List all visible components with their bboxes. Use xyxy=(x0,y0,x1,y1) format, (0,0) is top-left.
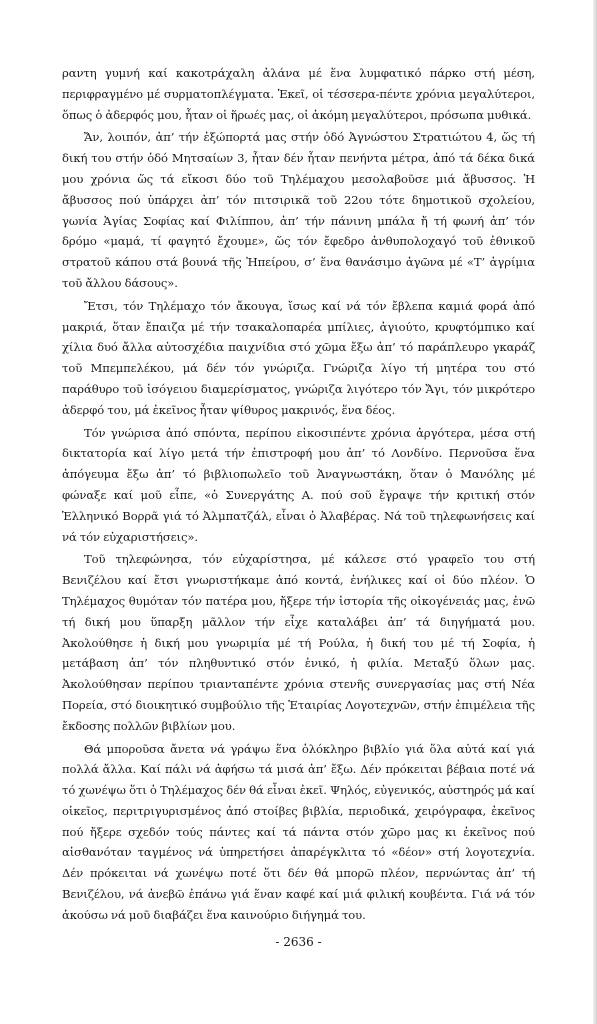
page-edge-shadow xyxy=(593,0,597,1024)
paragraph-2: Ἄν, λοιπόν, ἀπ’ τήν ἐξώπορτά μας στήν ὁδό Ἀγνώστου Στρατιώτου 4, ὥς τή δική του στήν ὁδό Μητσαίων 3, ἦταν δέν ἦταν πενήντα μέτρα, ἀπό τά δέκα δικά μου χρόνια ὥς τά εἴκοσι δύο τοῦ Τηλέμαχου μεσολαβοῦσε μιά ἄβυσσος. Ἡ ἄβυσσος πού ὑπάρχει ἀπ’ τόν πιτσιρικᾶ τοῦ 22ου τότε δημοτικοῦ σχολείου, γωνία Ἁγίας Σοφίας καί Φιλίππου, ἀπ’ τήν πάνινη μπάλα ἤ τή φωνή ἀπ’ τόν δρόμο «μαμά, τί φαγητό ἔχουμε», ὥς τόν ἔφεδρο ἀνθυπολοχαγό τοῦ ἐθνικοῦ στρατοῦ κάπου στά βουνά τῆς Ἠπείρου, σ’ ἕνα θανάσιμο ἀγῶνα μέ «Τ’ ἀγρίμια τοῦ ἄλλου δάσους». xyxy=(62,130,535,290)
paragraph-1: ραντη γυμνή καί κακοτράχαλη ἀλάνα μέ ἕνα λυμφατικό πάρκο στή μέση, περιφραγμένο μέ συρματοπλέγματα. Ἐκεῖ, οἱ τέσσερα-πέντε χρόνια μεγαλύτεροι, ὅπως ὁ ἀδερφός μου, ἦταν οἱ ἥρωές μας, οἱ ἀκόμη μεγαλύτεροι, πρόσωπα μυθικά. xyxy=(62,66,535,122)
paragraph-5: Τοῦ τηλεφώνησα, τόν εὐχαρίστησα, μέ κάλεσε στό γραφεῖο του στή Βενιζέλου καί ἔτσι γνωριστήκαμε ἀπό κοντά, ἐνήλικες καί οἱ δύο πλέον. Ὁ Τηλέμαχος θυμόταν τόν πατέρα μου, ἤξερε τήν ἱστορία τῆς οἰκογένειάς μας, ἐνῶ τή δική μου ὕπαρξη μᾶλλον τήν εἶχε καταλάβει ἀπ’ τά διηγήματά μου. Ἀκολούθησε ἡ δική μου γνωριμία μέ τή Ρούλα, ἡ δική του μέ τή Σοφία, ἡ μετάβαση ἀπ’ τόν πληθυντικό στόν ἑνικό, ἡ φιλία. Μεταξύ ὅλων μας. Ἀκολούθησαν περίπου τριανταπέντε χρόνια στενῆς συνεργασίας μας στή Νέα Πορεία, στό διοικητικό συμβούλιο τῆς Ἑταιρίας Λογοτεχνῶν, στήν ἐπιμέλεια τῆς ἔκδοσης πολλῶν βιβλίων μου. xyxy=(62,552,535,733)
page-number: - 2636 - xyxy=(275,935,322,949)
page-body xyxy=(62,63,535,928)
paragraph-3: Ἔτσι, τόν Τηλέμαχο τόν ἄκουγα, ἴσως καί νά τόν ἔβλεπα καμιά φορά ἀπό μακριά, ὅταν ἔπαιζα μέ τήν τσακαλοπαρέα μπίλιες, ἀγιούτο, κρυφτόμπικο καί χίλια δυό ἄλλα αὐτοσχέδια παιχνίδια στό χῶμα ἔξω ἀπ’ τό παράπλευρο γκαράζ τοῦ Μπεμπελέκου, μά δέν τόν γνώριζα. Γνώριζα λίγο τή μητέρα του στό παράθυρο τοῦ ἰσόγειου διαμερίσματος, γνώριζα λιγότερο τόν Ἄγι, τόν μικρότερο ἀδερφό του, μά ἐκεῖνος ἦταν ψίθυρος μακρινός, ἕνα δέος. xyxy=(62,298,535,417)
paragraph-4: Τόν γνώρισα ἀπό σπόντα, περίπου εἰκοσιπέντε χρόνια ἀργότερα, μέσα στή δικτατορία καί λίγο μετά τήν ἐπιστροφή μου ἀπ’ τό Λονδίνο. Περνοῦσα ἕνα ἀπόγευμα ἔξω ἀπ’ τό βιβλιοπωλεῖο τοῦ Ἀναγνωστάκη, ὅταν ὁ Μανόλης μέ φώναξε καί μοῦ εἶπε, «ὁ Συνεργάτης Α. πού σοῦ ἔγραψε τήν κριτική στόν Ἑλληνικό Βορρᾶ γιά τό Ἀλμπατζάλ, εἶναι ὁ Ἀλαβέρας. Νά τοῦ τηλεφωνήσεις καί νά τόν εὐχαριστήσεις». xyxy=(62,425,535,544)
paragraph-6: Θά μποροῦσα ἄνετα νά γράψω ἕνα ὁλόκληρο βιβλίο γιά ὅλα αὐτά καί γιά πολλά ἄλλα. Καί πάλι νά ἀφήσω τά μισά ἀπ’ ἔξω. Δέν πρόκειται βέβαια ποτέ νά τό χωνέψω ὅτι ὁ Τηλέμαχος δέν θά εἶναι ἐκεῖ. Ψηλός, εὐγενικός, αὐστηρός μά καί οἰκεῖος, περιτριγυρισμένος ἀπό στοίβες βιβλία, περιοδικά, χειρόγραφα, ἐκεῖνος πού ἤξερε σχεδόν τούς πάντες καί τά πάντα στόν χῶρο μας κι ἐκεῖνος πού αἰσθανόταν ταγμένος νά ὑπηρετήσει ἀπαρέγκλιτα τό «δέον» στή λογοτεχνία. Δέν πρόκειται νά χωνέψω ποτέ ὅτι δέν θά μπορῶ πλέον, περνώντας ἀπ’ τή Βενιζέλου, νά ἀνεβῶ ἐπάνω γιά ἕναν καφέ καί μιά φιλική κουβέντα. Γιά νά τόν ἀκούσω νά μοῦ διαβάζει ἕνα καινούριο διήγημά του. xyxy=(62,741,535,922)
